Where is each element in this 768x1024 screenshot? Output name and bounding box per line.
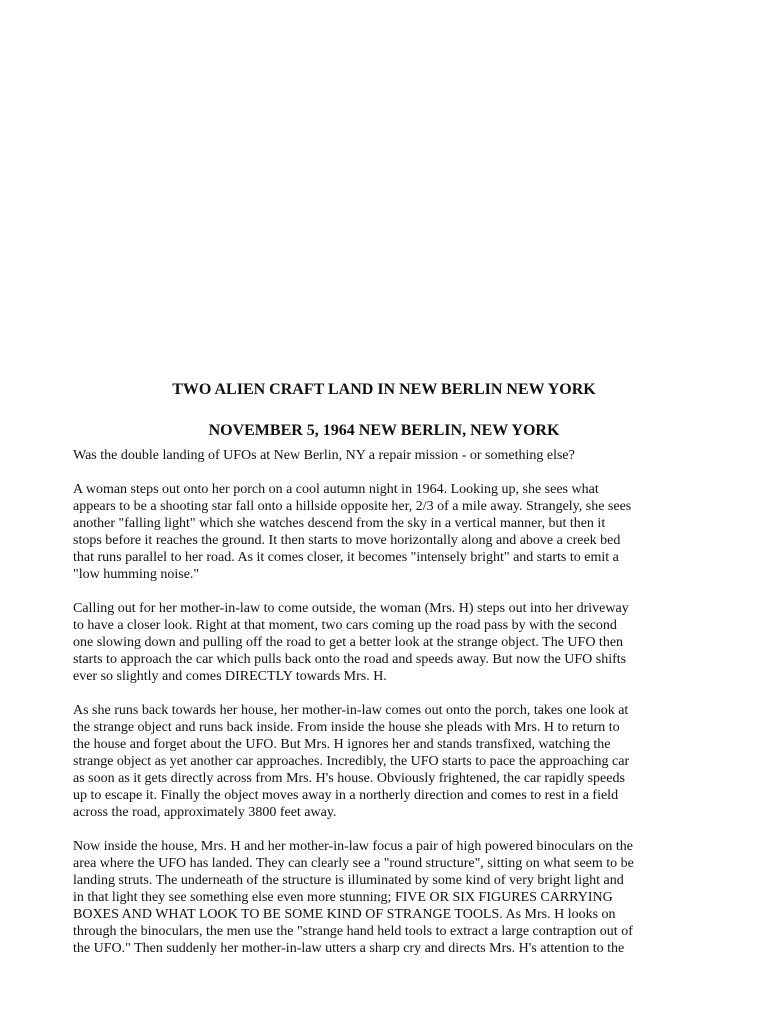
text-line: "low humming noise." <box>73 567 200 582</box>
text-line: Calling out for her mother-in-law to come outside, the woman (Mrs. H) steps out into her driveway <box>73 601 629 616</box>
text-line: up to escape it. Finally the object moves away in a northerly direction and comes to rest in a field <box>73 788 619 803</box>
text-line: one slowing down and pulling off the road to get a better look at the strange object. The UFO then <box>73 635 624 650</box>
document-title: TWO ALIEN CRAFT LAND IN NEW BERLIN NEW YORK <box>172 381 596 398</box>
text-line: the UFO." Then suddenly her mother-in-law utters a sharp cry and directs Mrs. H's attention to the <box>73 941 625 956</box>
paragraph <box>73 838 703 957</box>
article-body <box>73 447 703 957</box>
text-line: landing struts. The underneath of the structure is illuminated by some kind of very bright light and <box>73 873 624 888</box>
text-line: starts to approach the car which pulls back onto the road and speeds away. But now the UFO shifts <box>73 652 627 667</box>
text-line: the strange object and runs back inside. From inside the house she pleads with Mrs. H to return to <box>73 720 620 735</box>
text-line: As she runs back towards her house, her mother-in-law comes out onto the porch, takes one look at <box>73 703 629 718</box>
text-line: through the binoculars, the men use the "strange hand held tools to extract a large contraption out of <box>73 924 633 939</box>
text-line: in that light they see something else even more stunning; FIVE OR SIX FIGURES CARRYING <box>73 890 613 905</box>
text-line: ever so slightly and comes DIRECTLY towards Mrs. H. <box>73 669 387 684</box>
text-line: appears to be a shooting star fall onto a hillside opposite her, 2/3 of a mile away. Strangely, she sees <box>73 499 632 514</box>
text-line: to have a closer look. Right at that moment, two cars coming up the road pass by with the second <box>73 618 617 633</box>
text-line: that runs parallel to her road. As it comes closer, it becomes "intensely bright" and starts to emit a <box>73 550 619 565</box>
paragraph <box>73 600 703 685</box>
text-line: stops before it reaches the ground. It then starts to move horizontally along and above a creek bed <box>73 533 621 548</box>
paragraph <box>73 481 703 583</box>
document-subtitle: NOVEMBER 5, 1964 NEW BERLIN, NEW YORK <box>208 422 560 439</box>
text-line: A woman steps out onto her porch on a cool autumn night in 1964. Looking up, she sees what <box>73 482 599 497</box>
text-line: Now inside the house, Mrs. H and her mother-in-law focus a pair of high powered binoculars on the <box>73 839 633 854</box>
text-line: area where the UFO has landed. They can clearly see a "round structure", sitting on what seem to be <box>73 856 634 871</box>
text-line: the house and forget about the UFO. But Mrs. H ignores her and stands transfixed, watching the <box>73 737 611 752</box>
text-line: strange object as yet another car approaches. Incredibly, the UFO starts to pace the approaching car <box>73 754 630 769</box>
text-line: as soon as it gets directly across from Mrs. H's house. Obviously frightened, the car rapidly speeds <box>73 771 625 786</box>
text-line: across the road, approximately 3800 feet away. <box>73 805 337 820</box>
paragraph <box>73 447 703 464</box>
text-line: Was the double landing of UFOs at New Berlin, NY a repair mission - or something else? <box>73 448 575 463</box>
paragraph <box>73 702 703 821</box>
text-line: another "falling light" which she watches descend from the sky in a vertical manner, but then it <box>73 516 606 531</box>
text-line: BOXES AND WHAT LOOK TO BE SOME KIND OF STRANGE TOOLS. As Mrs. H looks on <box>73 907 616 922</box>
